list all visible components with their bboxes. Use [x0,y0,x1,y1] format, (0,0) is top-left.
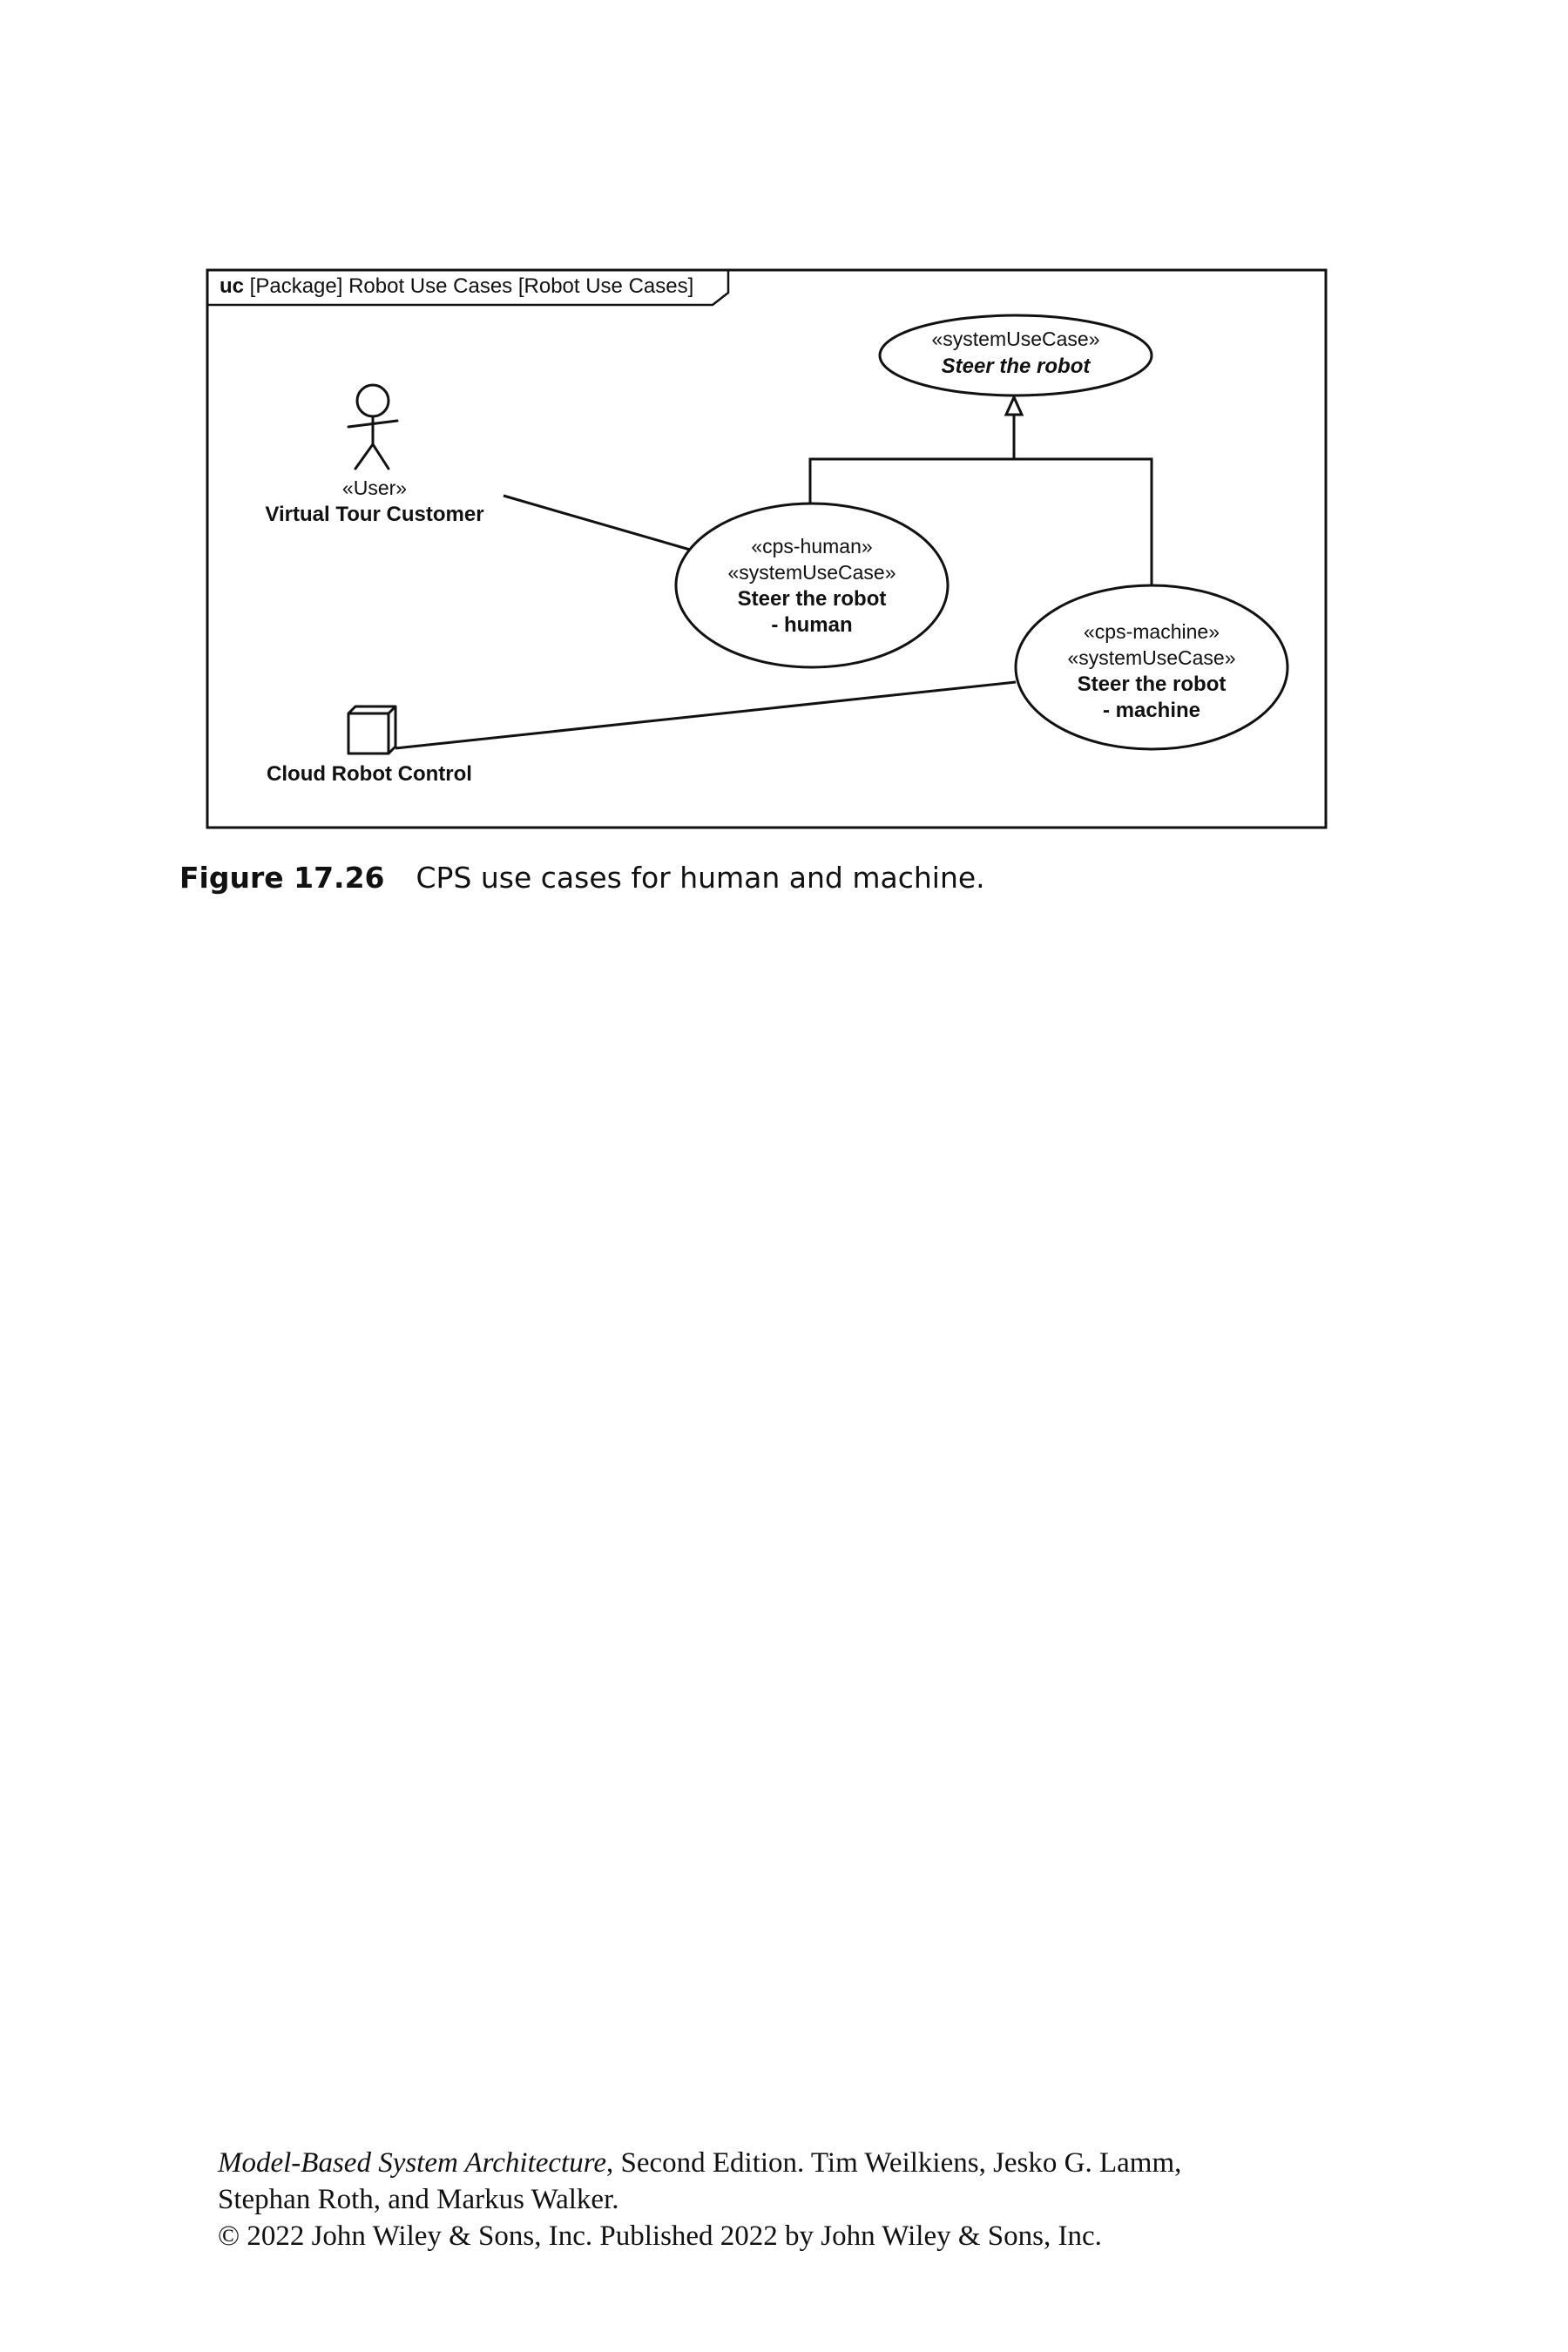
actor-system-name: Cloud Robot Control [267,762,472,786]
use-case-machine-stereotype-2: «systemUseCase» [1067,646,1236,669]
figure-caption-text: CPS use cases for human and machine. [416,861,985,895]
frame-label-text: [Package] Robot Use Cases [Robot Use Cases] [244,274,694,298]
use-case-diagram [0,0,1568,871]
footer-line-3: © 2022 John Wiley & Sons, Inc. Published 2022 by John Wiley & Sons, Inc. [218,2220,1102,2252]
actor-right-leg [373,444,389,469]
use-case-human-name-2: - human [771,613,853,637]
use-case-human-stereotype-1: «cps-human» [751,535,873,558]
frame-label [220,274,693,298]
use-case-machine-stereotype-1: «cps-machine» [1084,620,1220,643]
actor-user-stereotype: «User» [341,476,408,499]
copyright-footer [218,2145,1181,2254]
association-control-machine [395,682,1016,748]
cloud-robot-control-icon [348,706,395,754]
use-case-steer-robot-human [676,504,948,667]
frame-label-keyword: uc [220,274,245,298]
actor-head [357,385,389,416]
use-case-steer-robot-name: Steer the robot [941,355,1091,378]
actor-virtual-tour-customer [348,385,397,469]
use-case-machine-name-1: Steer the robot [1077,672,1227,696]
book-title: Model-Based System Architecture [218,2147,606,2179]
footer-line-2: Stephan Roth, and Markus Walker. [218,2184,619,2215]
actor-left-leg [355,444,373,469]
use-case-human-name-1: Steer the robot [737,587,887,611]
footer-line-1-rest: , Second Edition. Tim Weilkiens, Jesko G. Lamm, [605,2147,1182,2179]
actor-user-name: Virtual Tour Customer [265,503,484,526]
use-case-human-stereotype-2: «systemUseCase» [727,561,896,584]
footer-line-1 [218,2145,1181,2181]
use-case-machine-name-2: - machine [1102,699,1201,722]
generalization-arrowhead [1006,397,1022,415]
association-customer-human [504,496,690,550]
use-case-steer-robot-stereotype: «systemUseCase» [931,328,1100,350]
figure-caption [179,861,985,895]
figure-number: Figure 17.26 [179,861,385,895]
